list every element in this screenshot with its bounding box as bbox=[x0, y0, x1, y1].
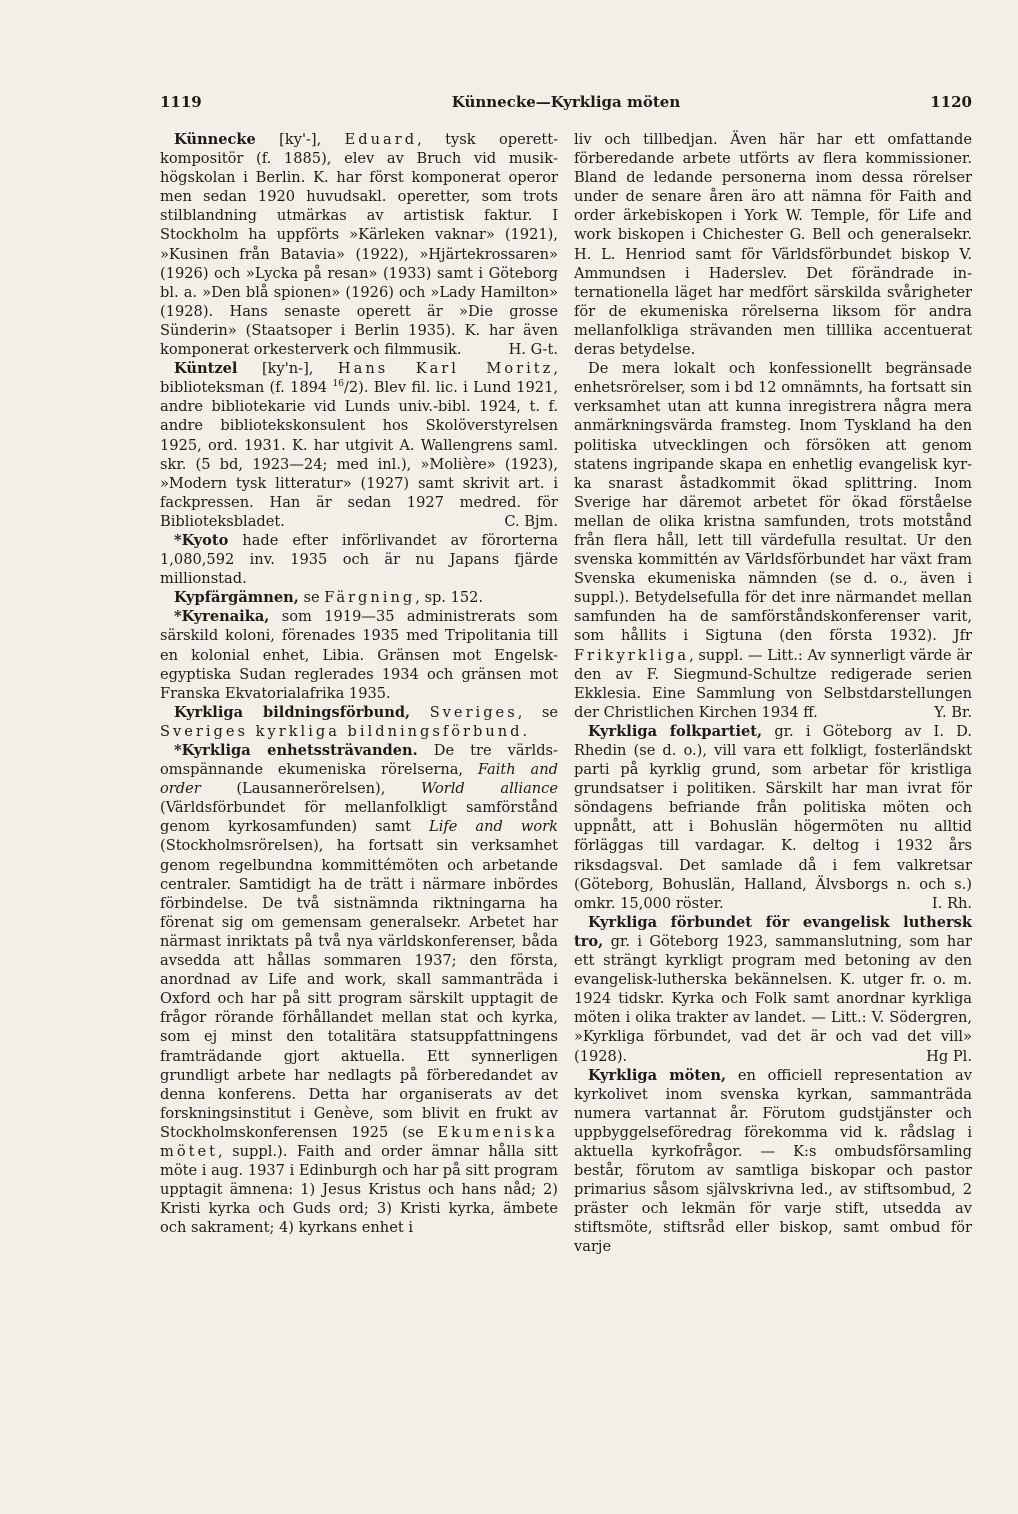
page-number-left: 1119 bbox=[160, 93, 202, 111]
headword: Kyrkliga förbundet för evangelisk luthersk tro, bbox=[574, 913, 972, 950]
entry-kyrenaika bbox=[160, 607, 558, 702]
headword: Künnecke bbox=[174, 131, 256, 148]
entry-text: en officiell representation av kyrkolivet inom svenska kyrkan, sammanträda numera vartannat år. Förutom gudstjänster och uppbyggelseföredrag förekomma vid k. rådslag i aktuella kyrkofrågor. — K:s ombudsförsamling består, förutom av samtliga biskopar och pastor primarius såsom självskrivna led., av stiftsombud, 2 präster och lekmän för varje stift, utsedda av stiftsmöte, stiftsråd eller biskop, samt ombud för varje bbox=[574, 1066, 973, 1256]
entry-text: , suppl. — Litt.: Av synnerligt värde är den av F. Siegmund-Schultze redigerade serien Ekklesia. Eine Sammlung von Selbstdarstellungen der Christlichen Kirchen 1934 ff. bbox=[574, 646, 972, 721]
headword: Kypfärgämnen, bbox=[174, 589, 299, 607]
headword: Kyrkliga folkpartiet, bbox=[588, 722, 763, 740]
entry-text: . bbox=[522, 722, 528, 740]
entry-text: gr. i Göteborg av I. D. Rhedin (se d. o.), vill vara ett folkligt, fosterländskt parti på kyrklig grund, som arbetar för kristliga grundsatser i politiken. Särskilt har man ivrat för söndagens befriande från politiska möten och uppnått, att i Bohuslän högermöten nu alltid förläggas till vardagar. K. deltog i 1932 års riksdagsval. Det samlade då i fem valkretsar (Göteborg, Bohuslän, Halland, Älvsborgs n. och s.) omkr. 15,000 röster. bbox=[574, 722, 972, 912]
running-title: Künnecke—Kyrkliga möten bbox=[451, 93, 681, 111]
page-header bbox=[160, 93, 972, 113]
entry-kyrkliga-moten bbox=[574, 1066, 972, 1257]
entry-text: /2). Blev fil. lic. i Lund 1921, andre bibliotekarie vid Lunds univ.-bibl. 1924, t. f. andre bibliotekskonsulent hos Skolöverstyrelsen 1925, ord. 1931. K. har utgivit A. Wallengrens saml. skr. (5 bd, 1923—24; med inl.), »Molière» (1923), »Modern tysk litteratur» (1927) samt skrivit art. i fackpressen. Han är sedan 1927 medred. för Biblioteksbladet. bbox=[160, 379, 559, 530]
entry-kyoto bbox=[160, 531, 558, 588]
spaced-name: Sveriges bbox=[429, 703, 518, 721]
entry-kyrkliga-forbundet bbox=[574, 913, 972, 1066]
continuation-paragraph: liv och tillbedjan. Även här har ett omfattande förberedande arbete utförts av flera kommissioner. Bland de ledande personerna inom dessa rörelser under de senare åren äro att nämna för Faith and order ärkebiskopen i York W. Temple, för Life and work biskopen i Chichester G. Bell och generalsekr. H. L. Henriod samt för Världsförbundet biskop V. Ammundsen i Haderslev. Det förändrade internationella läget har medfört särskilda svårigheter för de ekumeniska rörelserna liksom för andra mellanfolkliga strävanden men tilllika accentuerat deras betydelse. bbox=[574, 131, 972, 359]
entry-text: , biblioteksman (f. 1894 bbox=[160, 360, 558, 397]
entry-text: hade efter införlivandet av förorterna 1,080,592 inv. 1935 och är nu Japans fjärde millionstad. bbox=[160, 531, 558, 588]
italic-term: Faith and order bbox=[160, 761, 558, 798]
entry-kypfargamnen bbox=[160, 588, 558, 607]
entry-text: De tre världsomspännande ekumeniska rörelserna, bbox=[160, 742, 558, 779]
entry-text: gr. i Göteborg 1923, sammanslutning, som har ett strängt kyrkligt program med betoning av den evangelisk-lutherska bekännelsen. K. utger fr. o. m. 1924 tidskr. Kyrka och Folk samt anordnar kyrkliga möten i olika trakter av landet. — Litt.: V. Södergren, »Kyrkliga förbundet, vad det är och vad det vill» (1928). bbox=[574, 932, 972, 1065]
page-number-right: 1120 bbox=[930, 93, 972, 111]
entry-text: som 1919—35 administrerats som särskild koloni, förenades 1935 med Tripolitania till en kolonial enhet, Libia. Gränsen mot Engelsk-egyptiska Sudan reglerades 1934 och gränsen mot Franska Ekvatorialafrika 1935. bbox=[160, 608, 558, 702]
entry-text: , suppl.). Faith and order ämnar hålla sitt möte i aug. 1937 i Edinburgh och har på sitt program upptagit ämnena: 1) Jesus Kristus och hans nåd; 2) Kristi kyrka och Guds ord; 3) Kristi kyrka, ämbete och sakrament; 4) kyrkans enhet i bbox=[160, 1142, 558, 1237]
headword: *Kyrenaika, bbox=[174, 608, 270, 626]
entry-text: (Världsförbundet för mellanfolkligt samförstånd genom kyrkosamfunden) samt bbox=[160, 799, 558, 836]
headword: Kyrkliga bildningsförbund, bbox=[174, 703, 411, 721]
paragraph-local-unity bbox=[574, 359, 972, 722]
entry-kyrkliga-folkpartiet bbox=[574, 722, 972, 913]
headword: Kyrkliga möten, bbox=[588, 1066, 727, 1084]
entry-text: se bbox=[298, 589, 325, 607]
signature: Hg Pl. bbox=[926, 1047, 972, 1065]
entry-text: , tysk operettkompositör (f. 1885), elev av Bruch vid musikhögskolan i Berlin. K. har först komponerat operor men sedan 1920 huvudsakl. operetter, som trots stilblandning utmärkas av artistisk faktur. I Stockholm ha uppförts »Kärleken vaknar» (1921), »Kusinen från Batavia» (1922), »Hjärtekrossaren» (1926) och »Lycka på resan» (1933) samt i Göteborg bl. a. »Den blå spionen» (1926) och »Lady Hamilton» (1928). Hans senaste operett är »Die grosse Sünderin» (Staatsoper i Berlin 1935). K. har även komponerat orkesterverk och filmmusik. bbox=[160, 131, 558, 359]
right-column bbox=[574, 130, 972, 1257]
spaced-name: Hans Karl Moritz bbox=[337, 360, 554, 378]
signature: Y. Br. bbox=[934, 703, 972, 721]
left-column bbox=[160, 130, 558, 1237]
entry-text: (Stockholmsrörelsen), ha fortsatt sin verksamhet genom regelbundna kommittémöten och arbetande centraler. Samtidigt ha de trätt i närmare inbördes förbindelse. De två sistnämnda riktningarna ha förenat sig om gemensam generalsekr. Arbetet har närmast inriktats på två nya världskonferenser, båda avsedda att hållas sommaren 1937; den första, anordnad av Life and work, skall sammanträda i Oxford och har på sitt program särskilt upptagit de frågor rörande förhållandet mellan stat och kyrka, som ej minst den totalitära statsuppfattningens framträdande gjort aktuella. Ett synnerligen grundligt arbete har nedlagts på förberedandet av denna konferens. Detta har organiserats av det forskningsinstitut i Genève, som blivit en frukt av Stockholmskonferensen 1925 (se bbox=[160, 837, 558, 1141]
entry-text: [ky'n-], bbox=[237, 360, 338, 378]
entry-kunnecke bbox=[160, 130, 558, 359]
entry-text: , sp. 152. bbox=[415, 589, 484, 607]
entry-kyrkliga-enhetsstravanden bbox=[160, 741, 558, 1237]
entry-kyrkliga-bildningsforbund bbox=[160, 703, 558, 741]
headword: *Kyrkliga enhetssträvanden. bbox=[174, 742, 418, 759]
signature: C. Bjm. bbox=[504, 512, 558, 530]
entry-text: , se bbox=[517, 703, 558, 721]
signature: I. Rh. bbox=[931, 894, 972, 912]
italic-term: World alliance bbox=[420, 780, 558, 798]
cross-reference: Ekumeniska mötet bbox=[160, 1123, 558, 1160]
entry-kuntzel bbox=[160, 359, 558, 531]
cross-reference: Frikyrkliga bbox=[574, 646, 690, 664]
headword: *Kyoto bbox=[174, 531, 229, 549]
italic-term: Life and work bbox=[429, 818, 559, 836]
entry-text: De mera lokalt och konfessionellt begränsade enhetsrörelser, som i bd 12 omnämnts, ha fortsatt sin verksamhet utan att kunna inregistrera några mera anmärkningsvärda framsteg. Inom Tyskland ha den politiska utvecklingen och försöken att genom statens ingripande skapa en enhetlig evangelisk kyrka snarast åstadkommit ökad splittring. Inom Sverige har däremot arbetet för ökad förståelse mellan de olika kristna samfunden, trots motstånd från flera håll, lett till värdefulla resultat. Ur den svenska kommittén av Världsförbundet har växt fram Svenska ekumeniska nämnden (se d. o., även i suppl.). Betydelsefulla för det inre närmandet mellan samfunden ha de samförståndskonferenser varit, som hållits i Sigtuna (den första 1932). Jfr bbox=[574, 360, 972, 645]
entry-text: (Lausannerörelsen), bbox=[200, 780, 421, 798]
cross-reference: Sveriges kyrkliga bildningsförbund bbox=[160, 722, 523, 740]
cross-reference: Färgning bbox=[324, 589, 416, 607]
spaced-name: Eduard bbox=[344, 131, 418, 148]
entry-text bbox=[410, 704, 430, 721]
headword: Küntzel bbox=[174, 360, 238, 378]
superscript: 16 bbox=[332, 379, 344, 390]
signature: H. G-t. bbox=[508, 341, 558, 359]
entry-text: [ky'-], bbox=[255, 131, 345, 148]
